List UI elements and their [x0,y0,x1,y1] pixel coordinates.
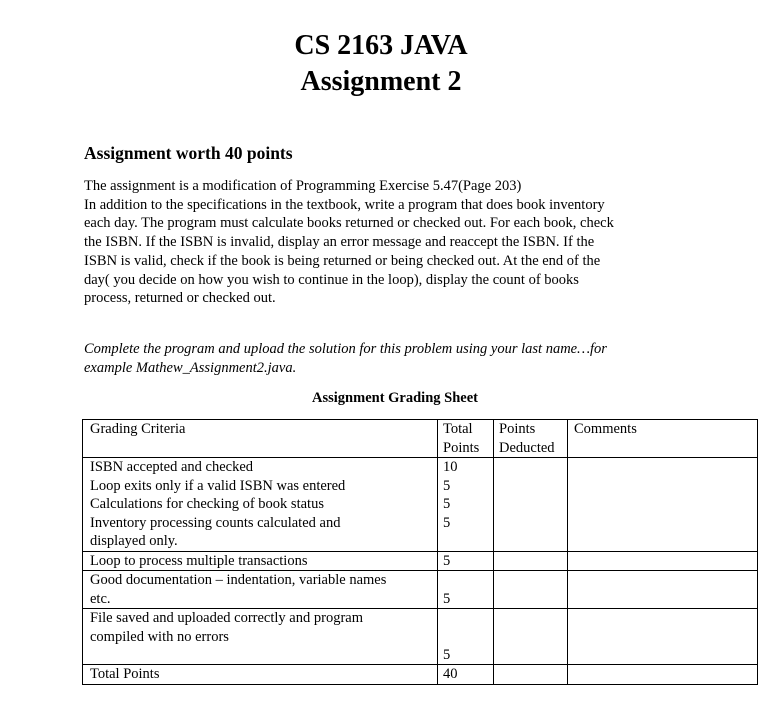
comments-cell [568,665,758,685]
description-line: process, returned or checked out. [84,290,276,307]
description-line: ISBN is valid, check if the book is being returned or being checked out. At the end of the [84,252,601,269]
criteria-line: etc. [90,590,111,607]
table-row [83,571,758,609]
instruction-line: Complete the program and upload the solution for this problem using your last name…for [84,341,607,357]
total-label: Total Points [83,665,438,685]
header-total-line: Total [443,421,473,437]
grading-sheet-title: Assignment Grading Sheet [312,390,478,406]
points-value: 5 [443,477,451,494]
total-value: 40 [438,665,494,685]
header-points-deducted [494,420,568,458]
description-line: day( you decide on how you wish to continue in the loop), display the count of books [84,271,579,288]
points-value: 5 [443,496,451,512]
header-comments: Comments [568,420,758,458]
criteria-cell: Loop to process multiple transactions [83,551,438,571]
points-cell: 5 [438,571,494,609]
grading-table-header-row [83,420,758,458]
deducted-cell [494,609,568,665]
criteria-line: Loop exits only if a valid ISBN was entered [90,477,346,494]
points-cell: 5 [438,551,494,571]
header-total-line: Points [443,439,480,456]
deducted-cell [494,551,568,571]
header-deducted-line: Points [499,421,536,437]
comments-cell [568,571,758,609]
points-cell [438,458,494,552]
description-line: In addition to the specifications in the textbook, write a program that does book inventory [84,196,605,213]
table-row [83,609,758,665]
points-cell: 5 [438,609,494,665]
criteria-line: File saved and uploaded correctly and program [90,610,363,626]
worth-heading: Assignment worth 40 points [84,143,293,163]
deducted-cell [494,665,568,685]
comments-cell [568,458,758,552]
grading-table [82,419,758,685]
criteria-cell [83,609,438,665]
criteria-line: Inventory processing counts calculated and [90,514,341,531]
description-line: the ISBN. If the ISBN is invalid, display an error message and reaccept the ISBN. If the [84,234,595,251]
deducted-cell [494,571,568,609]
description-paragraph [84,177,684,308]
criteria-cell [83,458,438,552]
criteria-line: ISBN accepted and checked [90,459,254,475]
document-title-course: CS 2163 JAVA [294,30,468,61]
points-value: 5 [443,514,451,531]
description-line: The assignment is a modification of Programming Exercise 5.47(Page 203) [84,178,522,194]
header-grading-criteria: Grading Criteria [83,420,438,458]
criteria-cell [83,571,438,609]
header-total-points [438,420,494,458]
description-line: each day. The program must calculate books returned or checked out. For each book, check [84,215,614,232]
table-row [83,458,758,552]
table-row [83,551,758,571]
criteria-line: compiled with no errors [90,628,229,645]
comments-cell [568,609,758,665]
criteria-line: Good documentation – indentation, variable names [90,572,387,588]
criteria-line: displayed only. [90,533,178,549]
total-row [83,665,758,685]
document-title-assignment: Assignment 2 [300,66,462,97]
deducted-cell [494,458,568,552]
criteria-line: Calculations for checking of book status [90,496,324,512]
header-deducted-line: Deducted [499,439,555,456]
comments-cell [568,551,758,571]
points-value: 10 [443,459,458,475]
submission-instructions [84,340,607,377]
instruction-line: example Mathew_Assignment2.java. [84,359,297,376]
